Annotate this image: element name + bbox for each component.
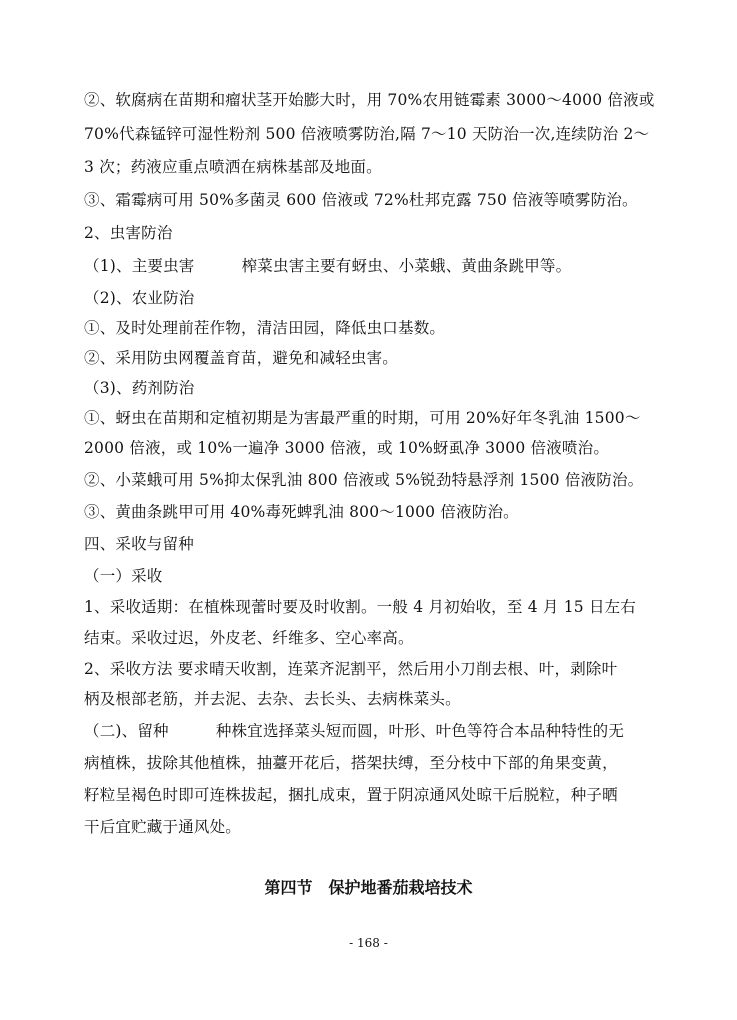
text-line: 2000 倍液，或 10%一遍净 3000 倍液，或 10%蚜虱净 3000 倍液喷治。 [84, 439, 610, 457]
text-line: ②、采用防虫网覆盖育苗，避免和减轻虫害。 [84, 349, 399, 367]
text-line: 2、采收方法 要求晴天收割，连菜齐泥割平，然后用小刀削去根、叶，剥除叶 [84, 660, 618, 678]
text-line: （2)、农业防治 [84, 289, 195, 307]
text-line: （3)、药剂防治 [84, 379, 195, 397]
text-line: ②、小菜蛾可用 5%抑太保乳油 800 倍液或 5%锐劲特悬浮剂 1500 倍液防治。 [84, 471, 644, 489]
text-line: （一）采收 [84, 567, 163, 585]
text-line: 病植株，拔除其他植株，抽薹开花后，搭架扶缚，至分枝中下部的角果变黄， [84, 754, 618, 772]
page-number: - 168 - [349, 936, 388, 950]
text-line: 柄及根部老筋，并去泥、去杂、去长头、去病株菜头。 [84, 690, 461, 708]
text-line: ①、蚜虫在苗期和定植初期是为害最严重的时期，可用 20%好年冬乳油 1500～ [84, 409, 641, 427]
text-line: （二)、留种 种株宜选择菜头短而圆，叶形、叶色等符合本品种特性的无 [84, 722, 625, 740]
text-line: ③、霜霉病可用 50%多菌灵 600 倍液或 72%杜邦克露 750 倍液等喷雾防治。 [84, 191, 638, 209]
text-line: （1)、主要虫害 榨菜虫害主要有蚜虫、小菜蛾、黄曲条跳甲等。 [84, 257, 572, 275]
text-line: 2、虫害防治 [84, 224, 173, 242]
section-title: 第四节 保护地番茄栽培技术 [264, 878, 473, 897]
text-line: 四、采收与留种 [84, 535, 194, 553]
text-line: ③、黄曲条跳甲可用 40%毒死蜱乳油 800～1000 倍液防治。 [84, 503, 519, 521]
text-line: 籽粒呈褐色时即可连株拔起，捆扎成束，置于阴凉通风处晾干后脱粒，种子晒 [84, 786, 618, 804]
text-line: 3 次；药液应重点喷洒在病株基部及地面。 [84, 158, 382, 176]
text-line: 结束。采收过迟，外皮老、纤维多、空心率高。 [84, 629, 414, 647]
text-line: 1、采收适期：在植株现蕾时要及时收割。一般 4 月初始收，至 4 月 15 日左右 [84, 598, 637, 616]
text-line: ①、及时处理前茬作物，清洁田园，降低虫口基数。 [84, 319, 446, 337]
text-line: 70%代森锰锌可湿性粉剂 500 倍液喷雾防治,隔 7～10 天防治一次,连续防治 2～ [84, 125, 650, 143]
text-line: 干后宜贮藏于通风处。 [84, 818, 242, 836]
text-line: ②、软腐病在苗期和瘤状茎开始膨大时，用 70%农用链霉素 3000～4000 倍液或 [84, 91, 655, 109]
